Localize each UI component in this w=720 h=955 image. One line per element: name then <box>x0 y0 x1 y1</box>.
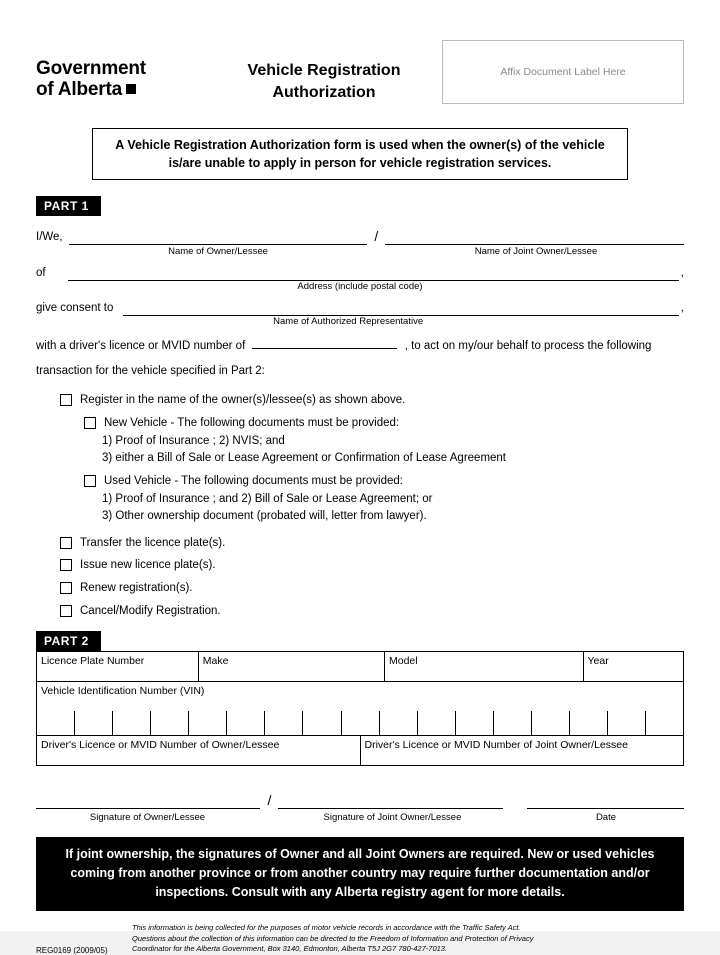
signature-slash: / <box>267 792 272 809</box>
joint-ownership-warning-text: If joint ownership, the signatures of Owner and all Joint Owners are required. New or used vehicles coming from another province or from another country may require further documentation and/or inspections. Consult with any Alberta registry agent for more details. <box>65 847 655 899</box>
vin-cell[interactable] <box>37 711 75 735</box>
caption-joint-owner-signature: Signature of Joint Owner/Lessee <box>323 812 462 824</box>
form-title-line1: Vehicle Registration <box>247 62 401 79</box>
part1-section <box>36 196 684 619</box>
consent-label: give consent to <box>36 302 114 315</box>
checkbox-label-cancel-modify: Cancel/Modify Registration. <box>80 604 221 617</box>
collection-notice <box>132 923 684 955</box>
cell-make[interactable] <box>198 652 384 682</box>
checkbox-used-vehicle[interactable] <box>84 475 96 487</box>
vin-cell[interactable] <box>151 711 189 735</box>
notice-box <box>92 128 628 180</box>
address-input[interactable] <box>68 266 679 281</box>
document-label-box <box>442 40 684 104</box>
part2-banner: PART 2 <box>36 631 101 651</box>
representative-licence-input[interactable] <box>252 336 397 349</box>
checkbox-issue-plate[interactable] <box>60 559 72 571</box>
caption-owner-signature: Signature of Owner/Lessee <box>89 812 206 824</box>
form-title-line2: Authorization <box>272 83 376 101</box>
checkbox-cancel-modify[interactable] <box>60 605 72 617</box>
owner-name-input[interactable] <box>69 230 368 245</box>
part2-section <box>36 631 684 766</box>
table-row-driver-licences <box>37 736 684 766</box>
cell-joint-owner-licence[interactable] <box>360 736 684 766</box>
joint-owner-name-input[interactable] <box>385 230 684 245</box>
address-comma: , <box>680 267 684 280</box>
table-row-vin-label <box>37 682 684 712</box>
licence-text-before: with a driver's licence or MVID number of <box>36 340 246 353</box>
checkbox-row-cancel-modify[interactable] <box>60 603 684 620</box>
vin-cell[interactable] <box>380 711 418 735</box>
checkbox-new-vehicle[interactable] <box>84 417 96 429</box>
vin-cell[interactable] <box>113 711 151 735</box>
vin-cell[interactable] <box>303 711 341 735</box>
checkbox-register[interactable] <box>60 394 72 406</box>
joint-ownership-warning <box>36 837 684 910</box>
cell-vin-label <box>37 682 684 712</box>
label-owner-licence: Driver's Licence or MVID Number of Owner/Lessee <box>41 739 280 752</box>
transaction-options <box>36 392 684 619</box>
of-label: of <box>36 267 46 280</box>
caption-owner-name: Name of Owner/Lessee <box>168 246 268 258</box>
checkbox-row-renew-registration[interactable] <box>60 580 684 597</box>
address-caption-row <box>36 281 684 292</box>
caption-address: Address (include postal code) <box>297 281 423 293</box>
representative-comma: , <box>680 302 684 315</box>
signature-captions <box>36 812 684 823</box>
joint-owner-signature-input[interactable] <box>278 796 502 809</box>
vin-cell[interactable] <box>189 711 227 735</box>
vin-cell[interactable] <box>227 711 265 735</box>
owner-names-row <box>36 228 684 245</box>
used-vehicle-line-1: 1) Proof of Insurance ; and 2) Bill of Sale or Lease Agreement; or <box>102 493 433 506</box>
gov-logo-line1: Government <box>36 58 146 79</box>
vin-cell[interactable] <box>570 711 608 735</box>
licence-text-after: , to act on my/our behalf to process the following <box>404 340 652 353</box>
caption-joint-owner-name: Name of Joint Owner/Lessee <box>474 246 598 258</box>
used-vehicle-line-2: 3) Other ownership document (probated will, letter from lawyer). <box>102 510 427 523</box>
collection-notice-line-3: Coordinator for the Alberta Government, Box 3140, Edmonton, Alberta T5J 2G7 780-427-7013. <box>132 944 448 954</box>
address-row <box>36 266 684 281</box>
part1-body <box>36 228 684 619</box>
checkbox-label-register: Register in the name of the owner(s)/lessee(s) as shown above. <box>80 394 406 407</box>
iwe-label: I/We, <box>36 231 63 244</box>
checkbox-row-issue-plate[interactable] <box>60 557 684 574</box>
checkbox-row-transfer-plate[interactable] <box>60 535 684 552</box>
gov-logo-line2: of Alberta <box>36 79 122 101</box>
used-vehicle-requirements <box>102 491 684 524</box>
vin-cell[interactable] <box>646 711 683 735</box>
alberta-government-logo <box>36 40 206 101</box>
representative-caption-row <box>36 316 684 327</box>
column-header-make: Make <box>202 655 229 668</box>
owner-names-captions <box>36 246 684 257</box>
page-footer <box>36 923 684 955</box>
collection-notice-line-1: This information is being collected for the purposes of motor vehicle records in accordance with the Traffic Safety Act. <box>132 922 521 932</box>
checkbox-row-register[interactable] <box>60 392 684 409</box>
checkbox-label-transfer-plate: Transfer the licence plate(s). <box>80 536 226 549</box>
signature-rules <box>36 792 684 809</box>
caption-representative: Name of Authorized Representative <box>273 316 424 328</box>
representative-row <box>36 301 684 316</box>
document-label-text: Affix Document Label Here <box>500 66 626 78</box>
form-code: REG0169 (2009/05) <box>36 946 108 955</box>
vin-cell[interactable] <box>532 711 570 735</box>
notice-text: A Vehicle Registration Authorization form is used when the owner(s) of the vehicle is/are unable to apply in person for vehicle registration services. <box>115 138 605 171</box>
cell-model[interactable] <box>385 652 584 682</box>
checkbox-label-issue-plate: Issue new licence plate(s). <box>80 559 216 572</box>
transaction-text: transaction for the vehicle specified in Part 2: <box>36 364 265 377</box>
signature-section <box>36 792 684 823</box>
new-vehicle-requirements <box>102 433 684 466</box>
vin-cell[interactable] <box>608 711 646 735</box>
cell-year[interactable] <box>583 652 683 682</box>
checkbox-label-used-vehicle: Used Vehicle - The following documents must be provided: <box>104 474 403 487</box>
new-vehicle-line-2: 3) either a Bill of Sale or Lease Agreement or Confirmation of Lease Agreement <box>102 452 507 465</box>
checkbox-row-new-vehicle[interactable] <box>84 415 684 432</box>
checkbox-transfer-plate[interactable] <box>60 537 72 549</box>
vin-cell[interactable] <box>418 711 456 735</box>
page-header <box>36 40 684 114</box>
alberta-square-icon <box>126 84 136 94</box>
checkbox-row-used-vehicle[interactable] <box>84 473 684 490</box>
vin-cell[interactable] <box>494 711 532 735</box>
owner-signature-input[interactable] <box>36 796 260 809</box>
vin-cell[interactable] <box>456 711 494 735</box>
column-header-model: Model <box>389 655 418 668</box>
vehicle-details-table <box>36 651 684 711</box>
caption-date: Date <box>595 812 617 824</box>
representative-licence-row <box>36 336 684 355</box>
label-joint-owner-licence: Driver's Licence or MVID Number of Joint Owner/Lessee <box>364 739 628 752</box>
part1-banner: PART 1 <box>36 196 101 216</box>
vin-label: Vehicle Identification Number (VIN) <box>41 685 205 698</box>
vin-cell[interactable] <box>342 711 380 735</box>
vin-cell[interactable] <box>265 711 303 735</box>
column-header-year: Year <box>587 655 609 668</box>
checkbox-label-new-vehicle: New Vehicle - The following documents must be provided: <box>104 416 400 429</box>
cell-owner-licence[interactable] <box>37 736 361 766</box>
column-header-licence-plate: Licence Plate Number <box>41 655 145 668</box>
vin-cell[interactable] <box>75 711 113 735</box>
names-slash: / <box>374 228 379 245</box>
representative-name-input[interactable] <box>123 301 678 316</box>
cell-licence-plate-number[interactable] <box>37 652 199 682</box>
date-input[interactable] <box>527 796 684 809</box>
new-vehicle-line-1: 1) Proof of Insurance ; 2) NVIS; and <box>102 435 285 448</box>
table-row-vehicle-headers <box>37 652 684 682</box>
checkbox-renew-registration[interactable] <box>60 582 72 594</box>
vin-input-boxes[interactable] <box>36 711 684 736</box>
checkbox-label-renew-registration: Renew registration(s). <box>80 582 193 595</box>
collection-notice-line-2: Questions about the collection of this information can be directed to the Freedom of Information and Protection of Privacy <box>132 933 534 943</box>
page-title <box>206 40 442 103</box>
licence-numbers-table <box>36 736 684 766</box>
